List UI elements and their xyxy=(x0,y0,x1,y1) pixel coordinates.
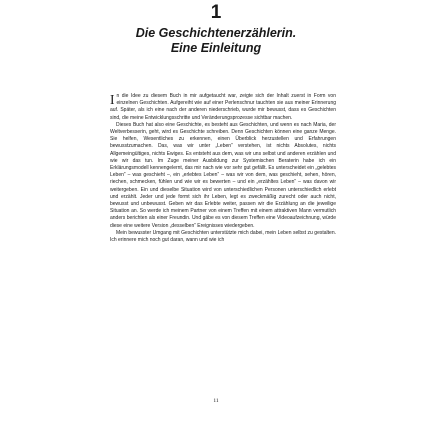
paragraph-1 xyxy=(110,93,336,122)
paragraph-1-text: n die Idee zu diesem Buch in mir aufgetaucht war, zeigte sich der Inhalt zuerst in Form von einzelnen Geschichten. Aufgereiht wie auf einer Perlenschnur tauchten sie aus meiner Erinnerung auf. Später, als ich eine nach der anderen niederschrieb, wurde mir bewusst, dass es Geschichten sind, die meine Entwicklungsschritte und Veränderungsprozesse sichtbar machen. xyxy=(110,93,336,121)
paragraph-3: Mein bewusster Umgang mit Geschichten unterstützte mich dabei, mein Leben selbst zu gestalten. Ich erinnere mich noch gut daran, wann und wie ich xyxy=(110,229,336,244)
chapter-number: 1 xyxy=(210,2,222,23)
drop-cap: I xyxy=(110,91,115,107)
chapter-title-line-1: Die Geschichtenerzählerin. xyxy=(135,26,297,40)
chapter-title-line-2: Eine Einleitung xyxy=(170,41,262,55)
page-number: 11 xyxy=(213,398,219,404)
paragraph-2: Dieses Buch hat also eine Geschichte, es besteht aus Geschichten, und wenn es nach Maria, der Weltverbesserin, geht, wird es Geschichte schreiben. Denn Geschichten können eine ganze Menge. Sie helfen, Wesentliches zu erkennen, einen Überblick herzustellen und Erfahrungen bewusstzumachen. Das, was wir unter „Leben“ verstehen, ist nichts Absolutes, nichts Allgemeingültiges, nichts Ewiges. Es entsteht aus dem, was wir uns selbst und anderen erzählen und wie wir das tun. Im Zuge meiner Ausbildung zur Systemischen Beraterin habe ich ein Erklärungsmodell kennengelernt, das mir nach wie vor sehr gut gefällt. Es unterscheidet ein „gelebtes Leben“ – was geschieht –, ein „erlebtes Leben“ – was wir von dem, was geschieht, sehen, hören, riechen, schmecken, fühlen und wie wir es bewerten – und ein „erzähltes Leben“ – was davon wir weitergeben. Ein und dieselbe Situation wird von unterschiedlichen Personen unterschiedlich erlebt und erzählt. Jeder und jede formt sich ihr Leben, legt es zweckmäßig zurecht oder auch nicht, bewusst und unbewusst. Geben wir das Erlebte weiter, passen wir die Erzählung an die jeweilige Situation an. So werde ich meinem Partner von einem Treffen mit einem attraktiven Mann vermutlich anders berichten als einer Freundin. Und gäbe es von diesem Treffen eine Videoaufzeichnung, würde diese eine weitere Version „desselben“ Ereignisses wiedergeben. xyxy=(110,121,336,229)
chapter-title xyxy=(0,26,432,56)
body-text xyxy=(110,93,336,244)
